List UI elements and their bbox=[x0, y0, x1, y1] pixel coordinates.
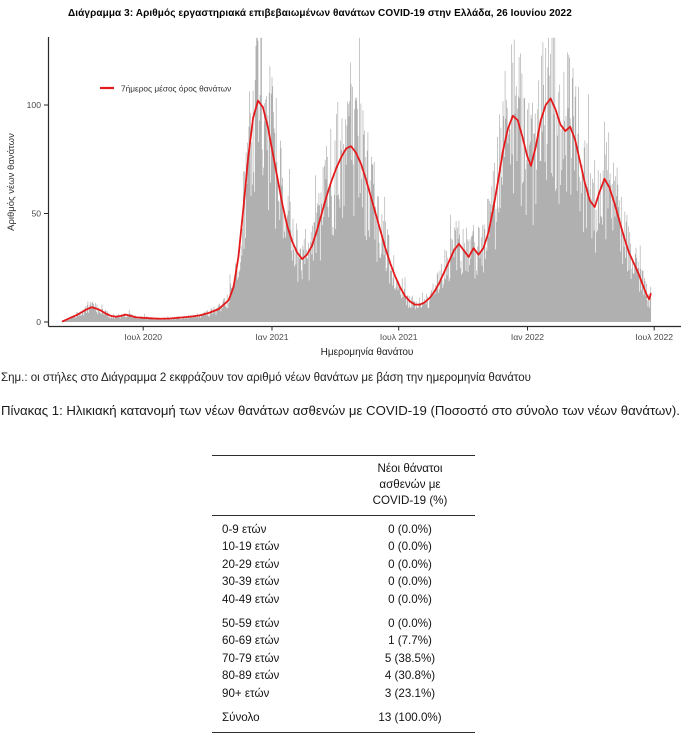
deaths-value: 4 (30.8%) bbox=[384, 669, 436, 683]
chart-title: Διάγραμμα 3: Αριθμός εργαστηριακά επιβεβαιωμένων θανάτων COVID-19 στην Ελλάδα, 26 Ιουνίου 2022 bbox=[68, 8, 572, 19]
table-total-row bbox=[212, 709, 475, 726]
deaths-value: 0 (0.0%) bbox=[388, 557, 432, 571]
deaths-value: 0 (0.0%) bbox=[388, 575, 432, 589]
deaths-value: 0 (0.0%) bbox=[388, 523, 432, 536]
table-row bbox=[212, 685, 475, 702]
deaths-value: 0 (0.0%) bbox=[388, 616, 432, 630]
y-axis-label: Αριθμός νέων θανάτων bbox=[6, 133, 17, 231]
table-header bbox=[212, 456, 475, 516]
deaths-value: 3 (23.1%) bbox=[384, 686, 436, 700]
total-value: 13 (100.0%) bbox=[378, 710, 442, 724]
table-row bbox=[212, 556, 475, 573]
table-row bbox=[212, 521, 475, 538]
table-group-old bbox=[212, 615, 475, 702]
age-group-label: 80-89 ετών bbox=[222, 669, 280, 683]
table-caption: Πίνακας 1: Ηλικιακή κατανομή των νέων θανάτων ασθενών με COVID-19 (Ποσοστό στο σύνολο των νέων θανάτων). bbox=[1, 403, 680, 418]
header-spacer bbox=[212, 461, 345, 509]
table-row bbox=[212, 538, 475, 555]
table-row bbox=[212, 591, 475, 608]
age-group-label: 20-29 ετών bbox=[222, 557, 280, 571]
table-row bbox=[212, 615, 475, 632]
header-label: Νέοι θάνατοι ασθενών με COVID-19 (%) bbox=[372, 462, 448, 507]
header-cell bbox=[345, 461, 475, 509]
x-tick-label: Ιουλ 2022 bbox=[635, 332, 674, 342]
daily-deaths-bars bbox=[63, 38, 651, 322]
age-group-label: 70-79 ετών bbox=[222, 651, 280, 665]
age-group-label: 40-49 ετών bbox=[222, 592, 280, 606]
x-tick-label: Ιουλ 2020 bbox=[124, 332, 163, 342]
y-tick-label: 50 bbox=[31, 208, 41, 219]
deaths-value: 0 (0.0%) bbox=[388, 540, 432, 554]
total-label: Σύνολο bbox=[222, 710, 260, 724]
age-group-label: 0-9 ετών bbox=[222, 523, 267, 536]
deaths-value: 1 (7.7%) bbox=[388, 634, 432, 648]
age-group-label: 10-19 ετών bbox=[222, 540, 280, 554]
y-tick-label: 100 bbox=[26, 100, 41, 110]
x-tick-label: Ιαν 2021 bbox=[255, 332, 289, 342]
age-table bbox=[212, 455, 475, 733]
y-tick-label: 0 bbox=[36, 317, 41, 327]
table-row bbox=[212, 650, 475, 667]
table-row bbox=[212, 573, 475, 590]
age-group-label: 60-69 ετών bbox=[222, 634, 280, 648]
legend-label: 7ήμερος μέσος όρος θανάτων bbox=[121, 83, 232, 94]
deaths-value: 0 (0.0%) bbox=[388, 592, 432, 606]
age-group-label: 30-39 ετών bbox=[222, 575, 280, 589]
table-group-young bbox=[212, 521, 475, 608]
deaths-value: 5 (38.5%) bbox=[384, 651, 436, 665]
deaths-chart bbox=[0, 0, 696, 366]
age-group-label: 90+ ετών bbox=[222, 686, 270, 700]
age-group-label: 50-59 ετών bbox=[222, 616, 280, 630]
x-tick-label: Ιουλ 2021 bbox=[379, 332, 418, 342]
note-text: Σημ.: οι στήλες στο Διάγραμμα 2 εκφράζουν τον αριθμό νέων θανάτων με βάση την ημερομηνία θανάτου bbox=[1, 372, 531, 384]
x-tick-label: Ιαν 2022 bbox=[510, 332, 545, 342]
table-row bbox=[212, 632, 475, 649]
table-row bbox=[212, 667, 475, 684]
x-axis-label: Ημερομηνία θανάτου bbox=[320, 347, 414, 358]
